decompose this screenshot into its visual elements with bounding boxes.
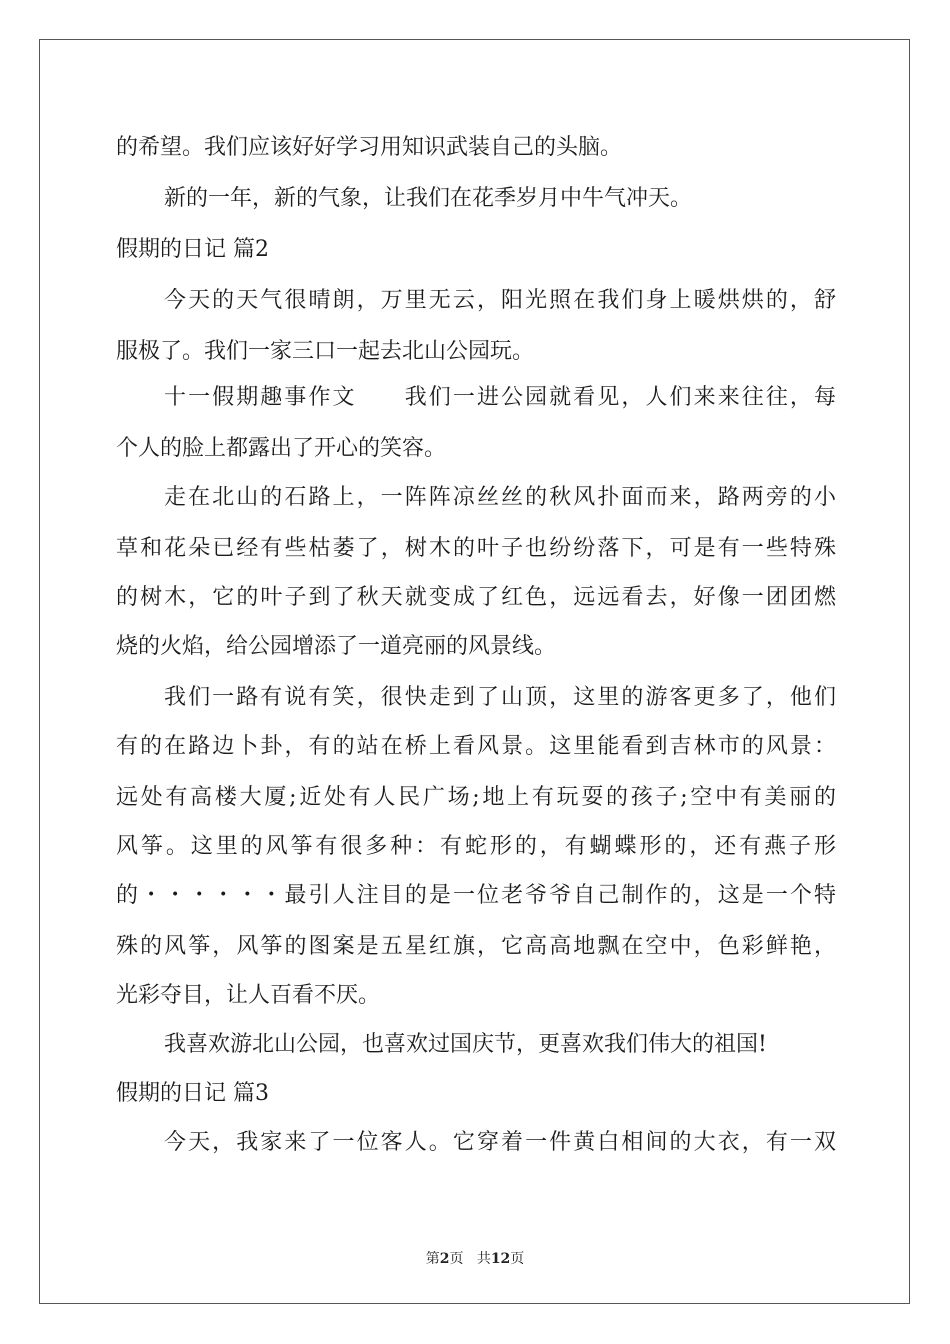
footer-prefix: 第 xyxy=(425,1251,440,1267)
page-border xyxy=(39,39,910,1304)
section-heading-3: 假期的日记 篇3 xyxy=(116,1081,269,1106)
text-line-19: 我喜欢游北山公园，也喜欢过国庆节，更喜欢我们伟大的祖国! xyxy=(164,1032,767,1057)
text-line-10: 的树木，它的叶子到了秋天就变成了红色，远远看去，好像一团团燃 xyxy=(116,585,836,610)
footer-total-unit: 页 xyxy=(510,1251,525,1267)
text-line-18: 光彩夺目，让人百看不厌。 xyxy=(116,983,381,1008)
text-line-11: 烧的火焰，给公园增添了一道亮丽的风景线。 xyxy=(116,634,557,659)
text-line-2: 新的一年，新的气象，让我们在花季岁月中牛气冲天。 xyxy=(164,186,693,211)
text-line-1: 的希望。我们应该好好学习用知识武装自己的头脑。 xyxy=(116,135,623,160)
text-line-21: 今天，我家来了一位客人。它穿着一件黄白相间的大衣，有一双 xyxy=(164,1130,836,1155)
text-line-16: 的・・・・・・最引人注目的是一位老爷爷自己制作的，这是一个特 xyxy=(116,883,836,908)
text-line-4: 今天的天气很晴朗，万里无云，阳光照在我们身上暖烘烘的，舒 xyxy=(164,288,836,313)
text-line-7: 个人的脸上都露出了开心的笑容。 xyxy=(116,436,447,461)
text-line-6: 十一假期趣事作文 我们一进公园就看见，人们来来往往，每 xyxy=(164,385,836,410)
section-heading-2: 假期的日记 篇2 xyxy=(116,237,269,262)
page-number: 2 xyxy=(439,1251,450,1267)
text-line-15: 风筝。这里的风筝有很多种：有蛇形的，有蝴蝶形的，还有燕子形 xyxy=(116,834,836,859)
footer-total-prefix: 共 xyxy=(476,1251,491,1267)
text-line-9: 草和花朵已经有些枯萎了，树木的叶子也纷纷落下，可是有一些特殊 xyxy=(116,536,836,561)
page-total: 12 xyxy=(490,1251,511,1267)
text-line-8: 走在北山的石路上，一阵阵凉丝丝的秋风扑面而来，路两旁的小 xyxy=(164,485,836,510)
text-line-13: 有的在路边卜卦，有的站在桥上看风景。这里能看到吉林市的风景： xyxy=(116,734,836,759)
text-line-5: 服极了。我们一家三口一起去北山公园玩。 xyxy=(116,339,535,364)
page-footer xyxy=(0,1248,950,1268)
text-line-12: 我们一路有说有笑，很快走到了山顶，这里的游客更多了，他们 xyxy=(164,685,836,710)
footer-page-unit: 页 xyxy=(449,1251,464,1267)
text-line-17: 殊的风筝，风筝的图案是五星红旗，它高高地飘在空中，色彩鲜艳， xyxy=(116,934,836,959)
text-line-14: 远处有高楼大厦;近处有人民广场;地上有玩耍的孩子;空中有美丽的 xyxy=(116,785,836,810)
